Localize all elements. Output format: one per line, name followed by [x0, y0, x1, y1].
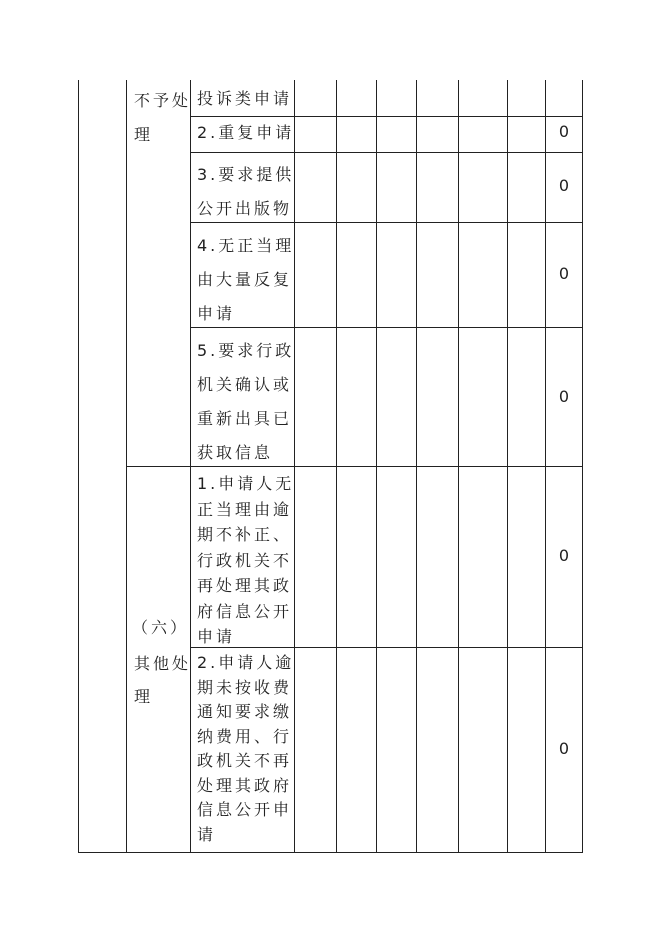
item-label-line: 机关确认或: [197, 375, 293, 394]
section-other-label-line: 其他处: [134, 654, 192, 673]
item-label-line: 投诉类申请: [197, 89, 293, 108]
item-label-line: 期未按收费: [197, 677, 293, 697]
row-line: [190, 116, 583, 117]
item-label-line: 行政机关不: [197, 550, 293, 570]
item-label-line: 公开出版物: [197, 199, 293, 218]
item-label-line: 1.申请人无: [197, 474, 295, 493]
item-label: [197, 334, 293, 470]
item-value: 0: [558, 122, 570, 141]
item-value: 0: [558, 546, 570, 565]
item-label-line: 5.要求行政: [197, 341, 295, 360]
item-label-line: 通知要求缴: [197, 702, 293, 721]
item-label-line: 政机关不再: [197, 751, 293, 770]
item-value: 0: [558, 387, 570, 406]
item-label-line: 信息公开申: [197, 800, 293, 819]
item-label: [197, 122, 293, 144]
item-label-line: 3.要求提供: [197, 165, 295, 184]
item-label-line: 处理其政府: [197, 775, 293, 795]
section-refuse-label-line: 理: [134, 125, 154, 144]
item-label-line: 期不补正、: [197, 525, 293, 544]
section-other-label-line: （六）: [132, 618, 190, 637]
item-label-line: 府信息公开: [197, 601, 293, 621]
item-label-line: 获取信息: [197, 443, 274, 462]
table-border-left: [78, 80, 79, 853]
item-value: 0: [558, 739, 570, 758]
item-label-line: 纳费用、行: [197, 726, 293, 746]
item-label-line: 4.无正当理: [197, 236, 295, 255]
item-label: [197, 651, 293, 847]
item-label-line: 由大量反复: [197, 270, 293, 289]
table-border-bottom: [78, 852, 583, 853]
item-label-line: 再处理其政: [197, 576, 293, 595]
row-line: [190, 152, 583, 153]
item-label-line: 2.重复申请: [197, 123, 295, 142]
item-label: [197, 471, 293, 650]
section-refuse-label-line: 不予处: [134, 91, 192, 110]
item-label: [197, 88, 293, 110]
item-label-line: 2.申请人逾: [197, 653, 295, 672]
item-label: [197, 229, 293, 331]
section-line: [126, 466, 583, 467]
item-label-line: 申请: [197, 627, 236, 646]
section-other-label-line: 理: [134, 687, 154, 706]
item-value: 0: [558, 264, 570, 283]
item-value: 0: [558, 176, 570, 195]
item-label-line: 申请: [197, 304, 236, 323]
item-label-line: 重新出具已: [197, 409, 293, 428]
item-label-line: 正当理由逾: [197, 499, 293, 519]
item-label: [197, 158, 293, 226]
item-label-line: 请: [197, 824, 217, 844]
